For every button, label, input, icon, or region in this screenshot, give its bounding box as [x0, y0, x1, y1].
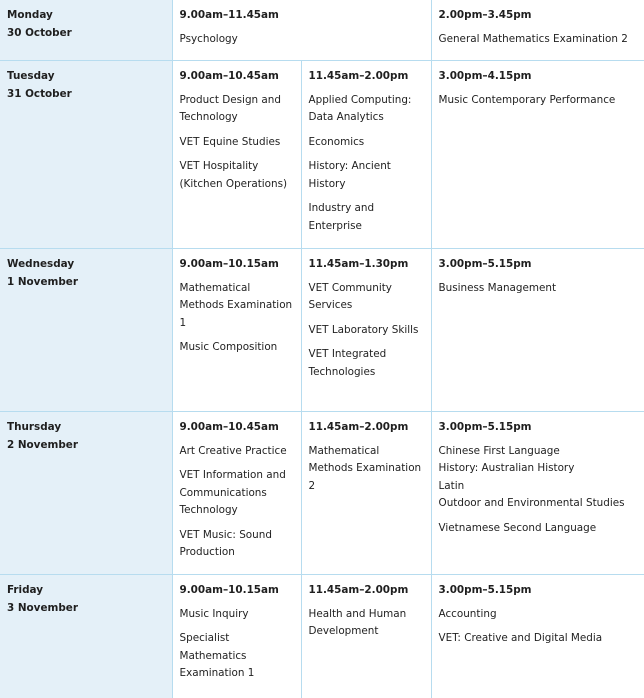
- subject-item: Art Creative Practice: [180, 443, 295, 461]
- session-time: 3.00pm–5.15pm: [439, 256, 639, 274]
- session-cell: [301, 412, 431, 575]
- subject-item: Economics: [309, 134, 425, 152]
- session-cell: [431, 61, 644, 249]
- day-row: [0, 0, 644, 61]
- session-time: 11.45am–2.00pm: [309, 582, 425, 600]
- subject-item: Psychology: [180, 31, 425, 49]
- subject-item: Music Inquiry: [180, 606, 295, 624]
- day-date: 2 November: [7, 437, 166, 455]
- day-row: [0, 61, 644, 249]
- subject-item: Health and Human Development: [309, 606, 425, 641]
- subject-item: VET Hospitality (Kitchen Operations): [180, 158, 295, 193]
- session-cell: [172, 249, 301, 412]
- session-cell: [301, 575, 431, 698]
- day-row: [0, 575, 644, 698]
- subject-item: Outdoor and Environmental Studies: [439, 495, 639, 513]
- day-name: Friday: [7, 582, 166, 600]
- subject-item: Industry and Enterprise: [309, 200, 425, 235]
- subject-item: Accounting: [439, 606, 639, 624]
- session-time: 2.00pm–3.45pm: [439, 7, 639, 25]
- subject-item: Latin: [439, 478, 639, 496]
- subject-item: Chinese First Language: [439, 443, 639, 461]
- subject-item: VET Music: Sound Production: [180, 527, 295, 562]
- session-cell: [431, 412, 644, 575]
- day-date: 3 November: [7, 600, 166, 618]
- subject-item: Vietnamese Second Language: [439, 520, 639, 538]
- day-name: Monday: [7, 7, 166, 25]
- subject-item: VET Laboratory Skills: [309, 322, 425, 340]
- day-date: 31 October: [7, 86, 166, 104]
- session-cell: [431, 575, 644, 698]
- session-time: 9.00am–10.15am: [180, 582, 295, 600]
- day-cell: [0, 412, 172, 575]
- session-cell: [431, 0, 644, 61]
- day-cell: [0, 61, 172, 249]
- day-cell: [0, 0, 172, 61]
- subject-item: Mathematical Methods Examination 2: [309, 443, 425, 496]
- subject-item: Business Management: [439, 280, 639, 298]
- subject-item: VET Equine Studies: [180, 134, 295, 152]
- session-cell: [301, 249, 431, 412]
- subject-item: Music Composition: [180, 339, 295, 357]
- session-time: 9.00am–10.45am: [180, 419, 295, 437]
- session-cell: [301, 61, 431, 249]
- session-cell: [172, 0, 431, 61]
- session-cell: [172, 575, 301, 698]
- session-time: 9.00am–10.15am: [180, 256, 295, 274]
- day-cell: [0, 249, 172, 412]
- subject-item: Music Contemporary Performance: [439, 92, 639, 110]
- subject-item: History: Australian History: [439, 460, 639, 478]
- session-time: 11.45am–2.00pm: [309, 68, 425, 86]
- day-name: Wednesday: [7, 256, 166, 274]
- session-cell: [431, 249, 644, 412]
- subject-item: VET Integrated Technologies: [309, 346, 425, 381]
- session-time: 11.45am–1.30pm: [309, 256, 425, 274]
- session-time: 9.00am–10.45am: [180, 68, 295, 86]
- subject-item: VET Information and Communications Technology: [180, 467, 295, 520]
- session-cell: [172, 61, 301, 249]
- session-time: 3.00pm–5.15pm: [439, 582, 639, 600]
- day-row: [0, 249, 644, 412]
- day-name: Tuesday: [7, 68, 166, 86]
- day-date: 30 October: [7, 25, 166, 43]
- session-time: 11.45am–2.00pm: [309, 419, 425, 437]
- day-cell: [0, 575, 172, 698]
- day-date: 1 November: [7, 274, 166, 292]
- subject-item: Applied Computing: Data Analytics: [309, 92, 425, 127]
- subject-item: VET: Creative and Digital Media: [439, 630, 639, 648]
- subject-item: History: Ancient History: [309, 158, 425, 193]
- day-name: Thursday: [7, 419, 166, 437]
- subject-item: Mathematical Methods Examination 1: [180, 280, 295, 333]
- session-cell: [172, 412, 301, 575]
- session-time: 3.00pm–5.15pm: [439, 419, 639, 437]
- subject-item: Product Design and Technology: [180, 92, 295, 127]
- subject-item: General Mathematics Examination 2: [439, 31, 639, 49]
- session-time: 3.00pm–4.15pm: [439, 68, 639, 86]
- subject-item: Specialist Mathematics Examination 1: [180, 630, 295, 683]
- subject-item: VET Community Services: [309, 280, 425, 315]
- day-row: [0, 412, 644, 575]
- session-time: 9.00am–11.45am: [180, 7, 425, 25]
